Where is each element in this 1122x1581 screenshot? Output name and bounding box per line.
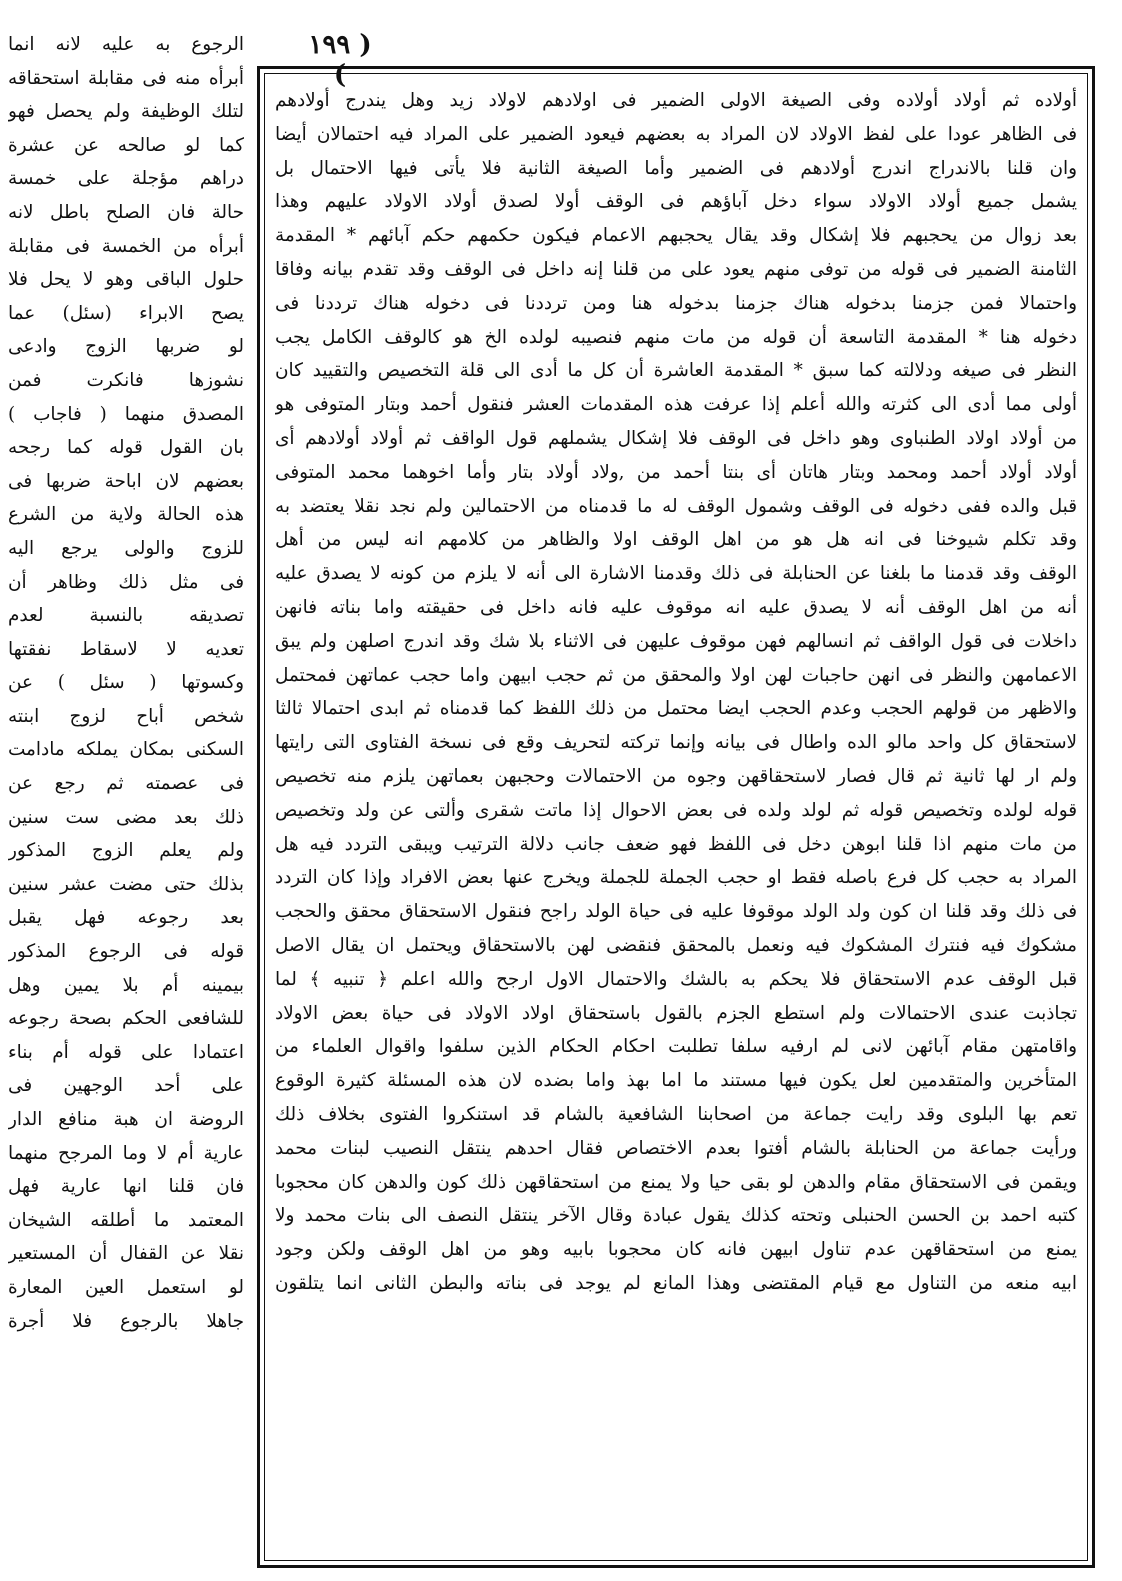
margin-column — [8, 28, 244, 1573]
main-text-line: وان قلنا بالاندراج اندرج أولادهم فى الضمير وأما الصيغة الثانية فلا يأتى فيها الاحتمال بل — [275, 157, 1077, 179]
margin-text-line: فان قلنا انها عارية فهل — [8, 1176, 244, 1198]
margin-text-line: كما لو صالحه عن عشرة — [8, 134, 244, 156]
main-text-line: تعم بها البلوى وقد رايت جماعة من اصحابنا الشافعية بالشام قد استنكروا الفتوى بخلاف ذلك — [275, 1103, 1077, 1125]
margin-text-line: بيمينه أم بلا يمين وهل — [8, 974, 244, 996]
margin-text-line: ذلك بعد مضى ست سنين — [8, 806, 244, 828]
main-text-line: الوقف وقد قدمنا ما بلغنا عن الحنابلة فى ذلك وقدمنا الاشارة الى أنه لا يلزم من كونه لا يصدق عليه — [275, 563, 1077, 585]
main-text-line: لاستحقاق كل واحد مالو الده واطال فى بيانه وإنما تركته لتحريف وقع فى نسخة الفتاوى التى رايتها — [275, 732, 1077, 754]
main-text-line: فى ذلك وقد قلنا ان كون ولد الولد موقوفا عليه فى حياة الولد راجح فنقول الاستحقاق محقق والحجب — [275, 901, 1077, 923]
main-text-line: يشمل جميع أولاد الاولاد سواء دخل آباؤهم فى الوقف أولا لصدق أولاد الاولاد عليهم وهذا — [275, 191, 1077, 213]
main-text-line: دخوله هنا * المقدمة التاسعة أن قوله من مات منهم فنصيبه لولده الخ هو كالوقف الكامل يجب — [275, 326, 1077, 348]
margin-text-line: المصدق منهما ( فاجاب ) — [8, 403, 244, 425]
main-text-line: واحتمالا فمن جزمنا بدخوله هناك جزمنا بدخوله هنا ومن ترددنا فى دخوله هناك ترددنا فى — [275, 292, 1077, 314]
margin-text-line: السكنى بمكان يملكه مادامت — [8, 739, 244, 761]
margin-text-line: وكسوتها ( سئل ) عن — [8, 672, 244, 694]
main-text-line: واقامتهن مقام آبائهن لانى لم ارفيه سلفا تطلبت احكام الحكام الذين سلفوا واقوال العلماء من — [275, 1036, 1077, 1058]
margin-text-line: فى عصمته ثم رجع عن — [8, 773, 244, 795]
main-text-line: من أولاد اولاد الطنباوى وهو داخل فى الوقف فلا إشكال يشملهم قول الواقف ثم أولاد أولادهم أى — [275, 427, 1077, 449]
margin-text-line: على أحد الوجهين فى — [8, 1075, 244, 1097]
main-text-line: أنه من اهل الوقف أنه لا يصدق عليه انه موقوف عليه فانه داخل فى حقيقته واما بناته فانهن — [275, 596, 1077, 618]
main-text-line: مشكوك فيه فنترك المشكوك فيه ونعمل بالمحقق فنقضى لهن بالاستحقاق ويحتمل ان يقال الاصل — [275, 934, 1077, 956]
main-text-line: ورأيت جماعة من الحنابلة بالشام أفتوا بعدم الاختصاص فقال احدهم ينتقل النصيب لبنات محمد — [275, 1137, 1077, 1159]
main-text-line: والاظهر من قولهم الحجب وعدم الحجب ايضا محتمل من ذلك اللفظ كما قدمناه ثم ابدى احتمالا ثالثا — [275, 698, 1077, 720]
main-text-line: وقد تكلم شيوخنا فى انه هل هو من اهل الوقف اولا والظاهر من كلامهم انه ليس من أهل — [275, 529, 1077, 551]
margin-text-line: المعتمد ما أطلقه الشيخان — [8, 1209, 244, 1231]
margin-text-line: للزوج والولى يرجع اليه — [8, 537, 244, 559]
main-text-line: قوله لولده وتخصيص قوله ثم لولد ولده فى بعض الاحوال إذا ماتت شقرى وألتى عن ولد وتخصيص — [275, 799, 1077, 821]
main-text-line: ويقمن فى الاستحقاق مقام والدهن لو بقى حيا ولا يمنع من استحقاقهن ذلك كون والدهن كان محجوبا — [275, 1171, 1077, 1193]
margin-text-line: نشوزها فانكرت فمن — [8, 369, 244, 391]
main-text-line: داخلات فى قول الواقف ثم انسالهم فهن موقوف عليهن فى الاثناء بلا شك وقد اندرج اصلهن ولم يبق — [275, 630, 1077, 652]
main-text-line: المراد به حجب كل فرع باصله فقط او حجب الجملة للجملة ويخرج عنها بعض الافراد وإذا كان التردد — [275, 867, 1077, 889]
margin-text-line: اعتمادا على قوله أم بناء — [8, 1041, 244, 1063]
margin-text-line: حلول الباقى وهو لا يحل فلا — [8, 269, 244, 291]
margin-text-line: حالة فان الصلح باطل لانه — [8, 201, 244, 223]
margin-text-line: دراهم مؤجلة على خمسة — [8, 168, 244, 190]
margin-text-line: الرجوع به عليه لانه انما — [8, 34, 244, 55]
main-text-line: أولى مما أدى الى كثرته والله أعلم إذا عرفت هذه المقدمات العشر فنقول أحمد وبتار المتوفى هو — [275, 394, 1077, 416]
margin-text-line: ولم يعلم الزوج المذكور — [8, 840, 244, 862]
margin-text-line: شخص أباح لزوج ابنته — [8, 705, 244, 727]
margin-text-line: قوله فى الرجوع المذكور — [8, 941, 244, 963]
main-text-line: الاعمامهن والنظر فى انهن حاجبات لهن اولا والمحقق من ثم حجب ابيهن واما حجب عماتهن فمحتمل — [275, 664, 1077, 686]
main-text-line: ولم ار لها ثانية ثم قال فصار لاستحقاقهن وجوه من الاحتمالات وحجبهن بعماتهن يلزم منه تخصيص — [275, 765, 1077, 787]
main-text-frame — [257, 66, 1095, 1568]
margin-text-line: نقلا عن القفال أن المستعير — [8, 1243, 244, 1265]
main-text-line: يمنع من استحقاقهن عدم تناول ابيهن فانه كان محجوبا بابيه وهو من اهل الوقف ولكن وجود — [275, 1239, 1077, 1261]
margin-text-line: أبرأه من الخمسة فى مقابلة — [8, 235, 244, 257]
margin-text-line: للشافعى الحكم بصحة رجوعه — [8, 1008, 244, 1030]
main-text-line: أولاده ثم أولاد أولاده وفى الصيغة الاولى الضمير فى اولادهم لاولاد زيد وهل يندرج أولادهم — [275, 90, 1077, 111]
margin-text-line: لو استعمل العين المعارة — [8, 1276, 244, 1298]
main-text-line: قبل الوقف عدم الاستحقاق فلا يحكم به بالشك والاحتمال الاول ارجح والله اعلم ﴿ تنبيه ﴾ لما — [275, 968, 1077, 990]
margin-text-line: بان القول قوله كما رجحه — [8, 437, 244, 459]
margin-text-line: لتلك الوظيفة ولم يحصل فهو — [8, 101, 244, 123]
margin-text-line: بعضهم لان اباحة ضربها فى — [8, 470, 244, 492]
main-text-line: النظر فى صيغه ودلالته كما سبق * المقدمة العاشرة أن كل ما أدى الى قلة التخصيص والتقييد كان — [275, 360, 1077, 382]
page-number: ( ١٩٩ ) — [308, 30, 372, 90]
main-text-line: تجاذبت عندى الاحتمالات ولم استطع الجزم بالقول باستحقاق اولاد الاولاد فى حياة بعض الاولاد — [275, 1002, 1077, 1024]
main-text-line: أولاد أولاد أحمد ومحمد وبتار هاتان أى بنتا أحمد من ,ولاد أولاد بتار وأما اخوهما محمد المتوفى — [275, 461, 1077, 483]
main-text-line: قبل والده ففى دخوله فى الوقف وشمول الوقف له ما قدمناه من الاحتمالين ولم نجد نقلا يعتضد به — [275, 495, 1077, 517]
main-text-line: من مات منهم اذا قلنا ابوهن دخل فى اللفظ فهو ضعف جانب دلالة الترتيب ويبقى التردد فيه هل — [275, 833, 1077, 855]
margin-text-line: جاهلا بالرجوع فلا أجرة — [8, 1310, 244, 1332]
margin-text-line: عارية أم لا وما المرجح منهما — [8, 1142, 244, 1164]
main-text-body — [264, 73, 1088, 1561]
margin-text-line: بعد رجوعه فهل يقبل — [8, 907, 244, 929]
main-text-line: فى الظاهر عودا على لفظ الاولاد لان المراد به بعضهم فيعود الضمير على المراد فيه احتمالان أيضا — [275, 123, 1077, 145]
margin-text-line: تعديه لا لاسقاط نفقتها — [8, 638, 244, 660]
margin-text-line: تصديقه بالنسبة لعدم — [8, 605, 244, 627]
main-text-line: ابيه منعه من التناول مع قيام المقتضى وهذا المانع لم يوجد فى بناته والبطن الثانى انما يتلقون — [275, 1272, 1077, 1294]
main-text-line: كتبه احمد بن الحسن الحنبلى وتحته كذلك يقول عبادة وقال الآخر ينتقل النصف الى بنات محمد ولا — [275, 1205, 1077, 1227]
main-text-line: الثامنة الضمير فى قوله من توفى منهم يعود على من قلنا إنه داخل فى الوقف وقد تقدم بيانه وفاقا — [275, 258, 1077, 280]
margin-text-line: فى مثل ذلك وظاهر أن — [8, 571, 244, 593]
margin-text-line: أبرأه منه فى مقابلة استحقاقه — [8, 67, 244, 89]
margin-text-line: هذه الحالة ولاية من الشرع — [8, 504, 244, 526]
main-text-line: بعد زوال من يحجبهم فلا إشكال وقد يقال يحجبهم الاعمام فيكون حكمهم حكم آبائهم * المقدمة — [275, 225, 1077, 247]
margin-text-line: لو ضربها الزوج وادعى — [8, 336, 244, 358]
margin-text-line: يصح الابراء (سئل) عما — [8, 302, 244, 324]
margin-text-line: الروضة ان هبة منافع الدار — [8, 1109, 244, 1130]
main-text-line: المتأخرين والمتقدمين لعل يكون فيها مستند ما اما بهذ واما بضده لان هذه المسئلة كثيرة الوقوع — [275, 1070, 1077, 1092]
margin-text-line: بذلك حتى مضت عشر سنين — [8, 873, 244, 895]
